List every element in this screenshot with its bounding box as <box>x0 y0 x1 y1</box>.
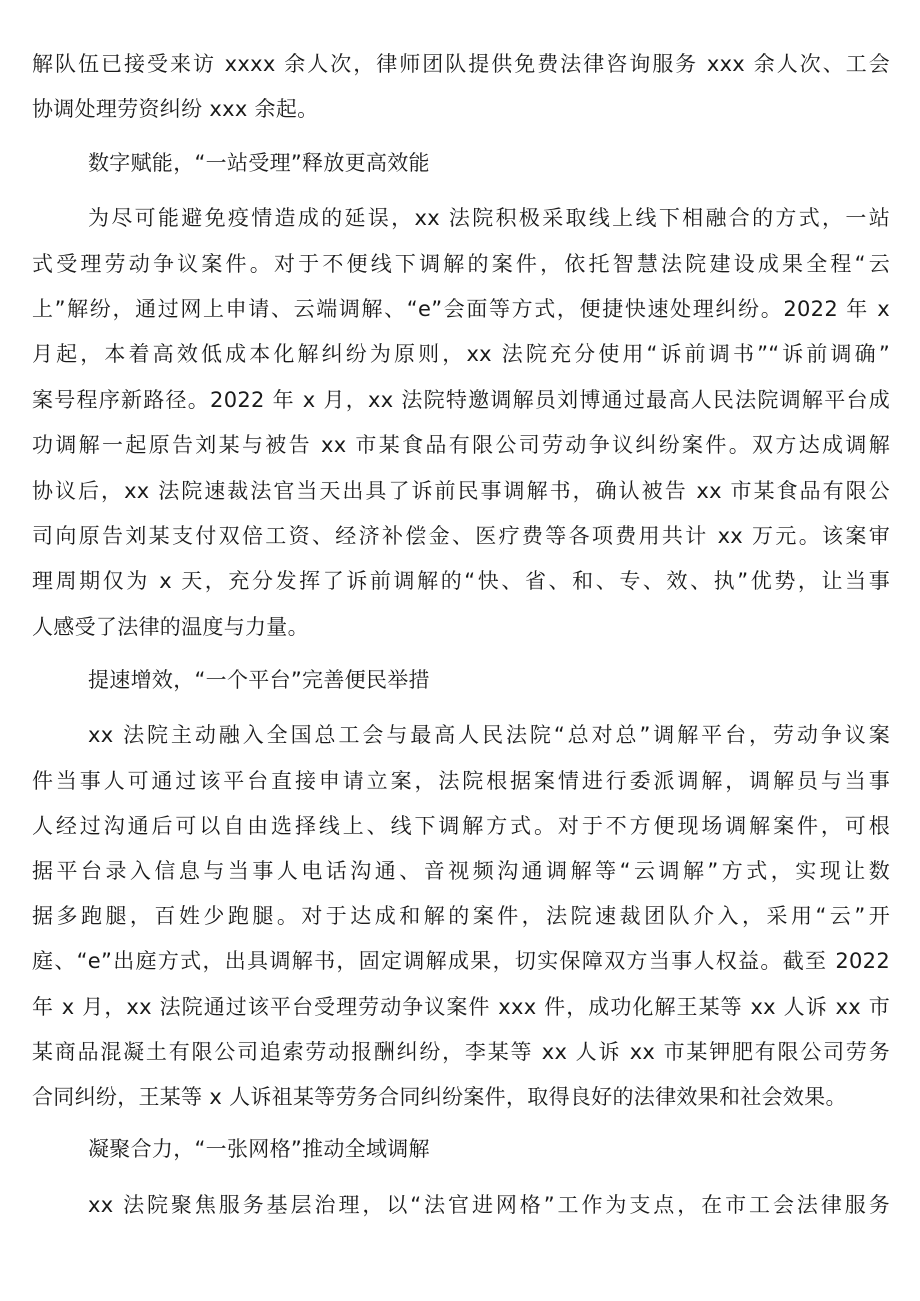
paragraph-line: 理周期仅为 x 天，充分发挥了诉前调解的“快、省、和、专、效、执”优势，让当事 <box>32 569 890 593</box>
paragraph-line: 案号程序新路径。2022 年 x 月，xx 法院特邀调解员刘博通过最高人民法院调解平台成 <box>32 388 890 412</box>
paragraph-line: xx 法院聚焦服务基层治理，以“法官进网格”工作为支点，在市工会法律服务 <box>88 1193 890 1217</box>
paragraph-line: 解队伍已接受来访 xxxx 余人次，律师团队提供免费法律咨询服务 xxx 余人次、工会 <box>32 52 890 76</box>
paragraph-line: 合同纠纷，王某等 x 人诉祖某等劳务合同纠纷案件，取得良好的法律效果和社会效果。 <box>32 1085 847 1109</box>
section-heading: 数字赋能，“一站受理”释放更高效能 <box>88 151 430 175</box>
section-heading: 提速增效，“一个平台”完善便民举措 <box>88 668 430 692</box>
paragraph-line: 协调处理劳资纠纷 xxx 余起。 <box>32 97 319 121</box>
paragraph-line: 司向原告刘某支付双倍工资、经济补偿金、医疗费等各项费用共计 xx 万元。该案审 <box>32 524 890 548</box>
paragraph-line: 协议后，xx 法院速裁法官当天出具了诉前民事调解书，确认被告 xx 市某食品有限公 <box>32 479 890 503</box>
section-heading: 凝聚合力，“一张网格”推动全域调解 <box>88 1137 430 1161</box>
paragraph-line: 人经过沟通后可以自由选择线上、线下调解方式。对于不方便现场调解案件，可根 <box>32 814 890 838</box>
paragraph-line: 功调解一起原告刘某与被告 xx 市某食品有限公司劳动争议纠纷案件。双方达成调解 <box>32 433 890 457</box>
paragraph-line: 上”解纷，通过网上申请、云端调解、“e”会面等方式，便捷快速处理纠纷。2022 年 x <box>32 297 890 321</box>
paragraph-line: 式受理劳动争议案件。对于不便线下调解的案件，依托智慧法院建设成果全程“云 <box>32 252 890 276</box>
paragraph-line: 人感受了法律的温度与力量。 <box>32 615 309 639</box>
paragraph-line: 某商品混凝土有限公司追索劳动报酬纠纷，李某等 xx 人诉 xx 市某钾肥有限公司劳务 <box>32 1040 890 1064</box>
paragraph-line: 据多跑腿，百姓少跑腿。对于达成和解的案件，法院速裁团队介入，采用“云”开 <box>32 904 890 928</box>
paragraph-line: 庭、“e”出庭方式，出具调解书，固定调解成果，切实保障双方当事人权益。截至 2022 <box>32 949 890 973</box>
paragraph-line: 年 x 月，xx 法院通过该平台受理劳动争议案件 xxx 件，成功化解王某等 xx 人诉 xx 市 <box>32 995 890 1019</box>
paragraph-line: 为尽可能避免疫情造成的延误，xx 法院积极采取线上线下相融合的方式，一站 <box>88 206 890 230</box>
paragraph-line: 件当事人可通过该平台直接申请立案，法院根据案情进行委派调解，调解员与当事 <box>32 769 890 793</box>
paragraph-line: 月起，本着高效低成本化解纠纷为原则，xx 法院充分使用“诉前调书”“诉前调确” <box>32 342 890 366</box>
paragraph-line: 据平台录入信息与当事人电话沟通、音视频沟通调解等“云调解”方式，实现让数 <box>32 859 890 883</box>
paragraph-line: xx 法院主动融入全国总工会与最高人民法院“总对总”调解平台，劳动争议案 <box>88 723 890 747</box>
